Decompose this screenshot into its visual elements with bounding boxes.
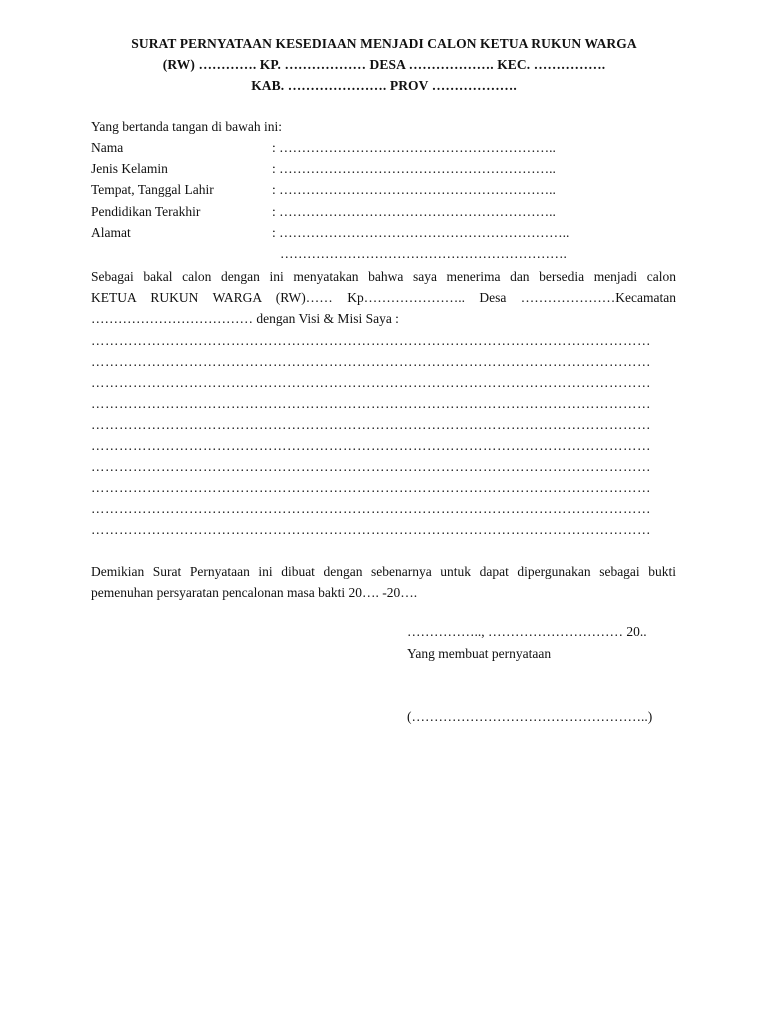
closing-line-1: Demikian Surat Pernyataan ini dibuat dengan sebenarnya untuk dapat dipergunakan sebagai bukti: [91, 564, 676, 579]
document-title-line-1: SURAT PERNYATAAN KESEDIAAN MENJADI CALON KETUA RUKUN WARGA: [131, 36, 637, 51]
statement-paragraph: [91, 266, 676, 329]
vision-line: …………………………………………………………………………………………………………: [91, 417, 651, 432]
vision-line: …………………………………………………………………………………………………………: [91, 354, 651, 369]
closing-line-2: pemenuhan persyaratan pencalonan masa bakti 20…. -20….: [91, 585, 418, 600]
statement-line-1: Sebagai bakal calon dengan ini menyatakan bahwa saya menerima dan bersedia menjadi calon: [91, 269, 676, 284]
address-continuation: ……………………………………………………….: [280, 246, 567, 261]
vision-mission-lines: [91, 330, 671, 540]
document-title-line-2: (RW) …………. KP. ……………… DESA ………………. KEC. …………….: [162, 57, 606, 72]
vision-line: …………………………………………………………………………………………………………: [91, 501, 651, 516]
field-value-tempat-tanggal-lahir: : ……………………………………………………..: [272, 182, 556, 197]
field-value-alamat: : ………………………………………………………..: [272, 225, 570, 240]
vision-line: …………………………………………………………………………………………………………: [91, 375, 651, 390]
signature-maker-label: Yang membuat pernyataan: [407, 646, 552, 661]
statement-line-2: KETUA RUKUN WARGA (RW)…… Kp………………….. Desa …………………Kecamatan: [91, 290, 676, 305]
field-label-jenis-kelamin: Jenis Kelamin: [91, 161, 168, 176]
signature-place-date: …………….., ………………………… 20..: [407, 624, 647, 639]
document-title-line-3: KAB. …………………. PROV ……………….: [251, 78, 517, 93]
vision-line: …………………………………………………………………………………………………………: [91, 459, 651, 474]
intro-text: Yang bertanda tangan di bawah ini:: [91, 119, 282, 134]
vision-line: …………………………………………………………………………………………………………: [91, 333, 651, 348]
field-value-nama: : ……………………………………………………..: [272, 140, 556, 155]
vision-line: …………………………………………………………………………………………………………: [91, 396, 651, 411]
vision-line: …………………………………………………………………………………………………………: [91, 522, 651, 537]
field-label-alamat: Alamat: [91, 225, 131, 240]
vision-line: …………………………………………………………………………………………………………: [91, 480, 651, 495]
closing-paragraph: [91, 561, 676, 603]
signature-name-placeholder: (……………………………………………..): [407, 709, 653, 724]
field-label-nama: Nama: [91, 140, 124, 155]
field-value-jenis-kelamin: : ……………………………………………………..: [272, 161, 556, 176]
field-label-tempat-tanggal-lahir: Tempat, Tanggal Lahir: [91, 182, 214, 197]
vision-line: …………………………………………………………………………………………………………: [91, 438, 651, 453]
statement-line-3: ……………………………… dengan Visi & Misi Saya :: [91, 311, 399, 326]
field-label-pendidikan-terakhir: Pendidikan Terakhir: [91, 204, 201, 219]
field-value-pendidikan-terakhir: : ……………………………………………………..: [272, 204, 556, 219]
